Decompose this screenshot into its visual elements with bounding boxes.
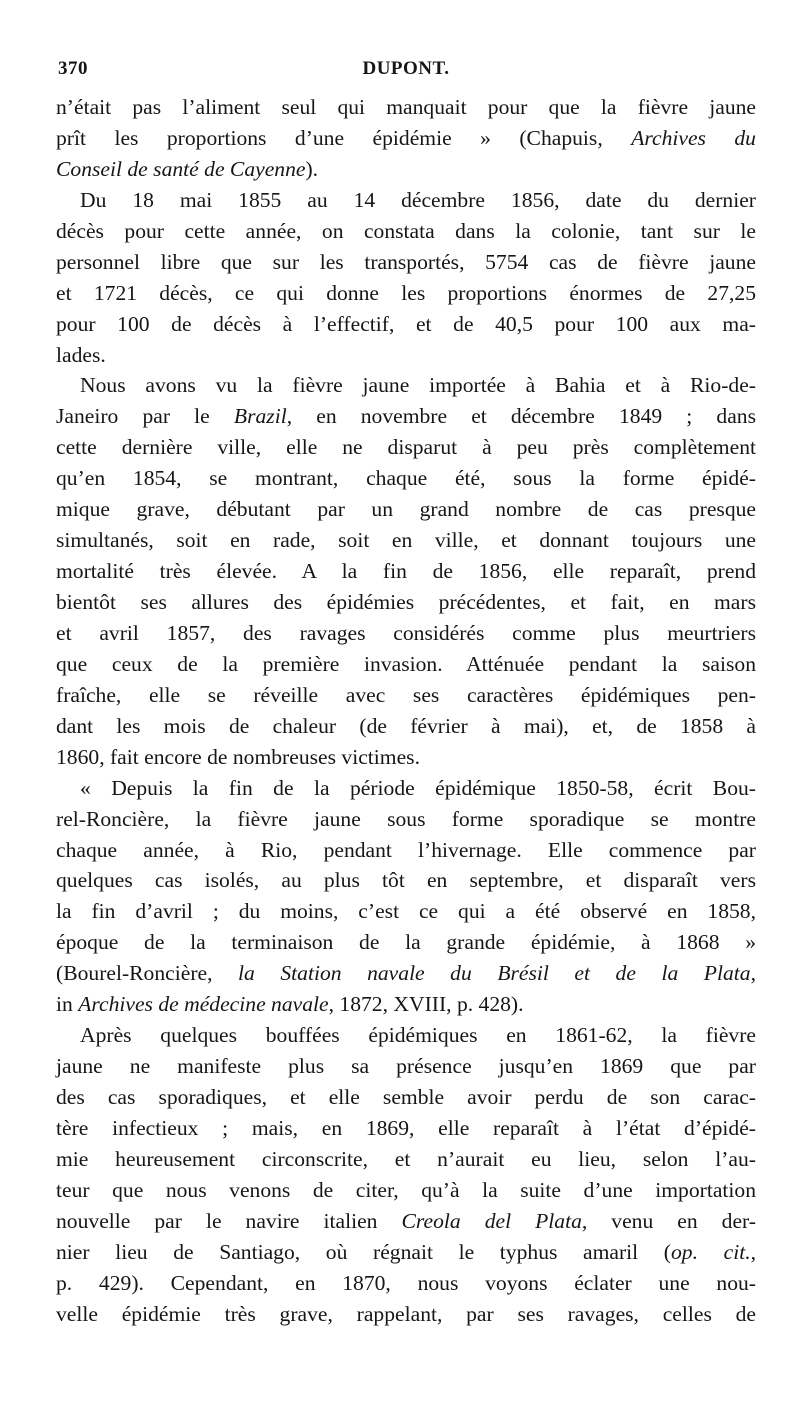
text-line	[56, 1113, 756, 1144]
text-run: n’était pas l’aliment seul qui manquait pour que la fièvre jaune	[56, 95, 756, 119]
text-line	[56, 525, 756, 556]
text-line	[56, 1237, 756, 1268]
text-line	[56, 742, 756, 773]
text-run: fraîche, elle se réveille avec ses caractères épidémiques pen-	[56, 682, 756, 707]
italic-text: Creola del Plata	[401, 1208, 582, 1233]
text-line	[56, 340, 756, 371]
running-title: DUPONT.	[362, 58, 450, 79]
text-line	[56, 680, 756, 711]
text-run: (Bourel-Roncière,	[56, 961, 239, 986]
text-run: nouvelle par le navire italien	[56, 1208, 402, 1233]
text-run: décès pour cette année, on constata dans la colonie, tant sur le	[56, 218, 756, 243]
text-line	[56, 1206, 756, 1237]
text-line	[56, 804, 756, 835]
text-line	[56, 1051, 756, 1082]
text-line	[56, 494, 756, 525]
text-run: rel-Roncière, la fièvre jaune sous forme sporadique se montre	[56, 806, 756, 831]
text-run: ).	[305, 156, 319, 181]
text-run: Janeiro par le	[56, 404, 234, 429]
text-run: ,	[750, 1239, 757, 1264]
text-run: prît les proportions d’une épidémie » (Chapuis,	[56, 125, 632, 150]
text-line	[56, 1299, 756, 1330]
text-run: teur que nous venons de citer, qu’à la suite d’une importation	[56, 1177, 756, 1202]
text-run: quelques cas isolés, au plus tôt en septembre, et disparaît vers	[56, 868, 756, 893]
text-line	[56, 618, 756, 649]
body-text	[56, 92, 756, 1330]
text-line	[56, 401, 756, 432]
italic-text: Brazil	[233, 404, 287, 429]
text-run: nier lieu de Santiago, où régnait le typhus amaril (	[56, 1239, 671, 1264]
text-run: que ceux de la première invasion. Atténuée pendant la saison	[56, 651, 756, 676]
page	[56, 58, 756, 1330]
text-line	[56, 1020, 756, 1051]
text-line	[56, 1175, 756, 1206]
text-line	[56, 1144, 756, 1175]
text-line	[56, 154, 756, 185]
text-run: p. 429). Cependant, en 1870, nous voyons éclater une nou-	[56, 1270, 756, 1295]
page-number: 370	[58, 58, 88, 79]
text-line	[56, 649, 756, 680]
text-line	[56, 185, 756, 216]
italic-text: Archives de médecine navale	[78, 992, 329, 1017]
text-run: et avril 1857, des ravages considérés comme plus meurtriers	[56, 620, 756, 645]
text-line	[56, 865, 756, 896]
italic-text: la Station navale du Brésil et de la Plata	[238, 961, 751, 986]
text-run: la fin d’avril ; du moins, c’est ce qui a été observé en 1858,	[56, 899, 756, 924]
text-run: Nous avons vu la fièvre jaune importée à Bahia et à Rio-de-	[80, 373, 756, 398]
text-run: pour 100 de décès à l’effectif, et de 40,5 pour 100 aux ma-	[56, 311, 756, 336]
text-line	[56, 711, 756, 742]
text-run: chaque année, à Rio, pendant l’hivernage. Elle commence par	[56, 837, 756, 862]
text-line	[56, 247, 756, 278]
text-run: des cas sporadiques, et elle semble avoir perdu de son carac-	[56, 1085, 756, 1109]
text-line	[56, 309, 756, 340]
text-line	[56, 989, 756, 1020]
text-line	[56, 835, 756, 866]
text-line	[56, 773, 756, 804]
text-line	[56, 927, 756, 958]
text-line	[56, 896, 756, 927]
text-run: mique grave, débutant par un grand nombre de cas presque	[56, 497, 756, 522]
text-run: ,	[750, 961, 756, 986]
text-run: mie heureusement circonscrite, et n’aurait eu lieu, selon l’au-	[56, 1146, 756, 1171]
text-line	[56, 958, 756, 989]
text-run: tère infectieux ; mais, en 1869, elle reparaît à l’état d’épidé-	[56, 1115, 756, 1140]
text-run: Du 18 mai 1855 au 14 décembre 1856, date du dernier	[80, 187, 756, 212]
italic-text: Conseil de santé de Cayenne	[56, 156, 306, 181]
text-line	[56, 1268, 756, 1299]
text-line	[56, 123, 756, 154]
text-run: et 1721 décès, ce qui donne les proportions énormes de 27,25	[56, 280, 756, 305]
text-line	[56, 587, 756, 618]
text-run: « Depuis la fin de la période épidémique 1850-58, écrit Bou-	[80, 775, 756, 800]
text-run: jaune ne manifeste plus sa présence jusqu’en 1869 que par	[56, 1054, 756, 1079]
text-line	[56, 556, 756, 587]
text-line	[56, 463, 756, 494]
text-run: personnel libre que sur les transportés, 5754 cas de fièvre jaune	[56, 249, 756, 274]
text-run: époque de la terminaison de la grande épidémie, à 1868 »	[56, 930, 756, 955]
running-head	[56, 58, 756, 88]
text-run: , en novembre et décembre 1849 ; dans	[286, 404, 756, 429]
text-run: qu’en 1854, se montrant, chaque été, sous la forme épidé-	[56, 466, 756, 491]
italic-text: Archives du	[631, 125, 756, 150]
text-line	[56, 432, 756, 463]
text-line	[56, 92, 756, 123]
text-run: in	[56, 992, 79, 1017]
text-run: dant les mois de chaleur (de février à mai), et, de 1858 à	[56, 713, 756, 738]
italic-text: op. cit.	[671, 1239, 751, 1264]
text-line	[56, 278, 756, 309]
text-run: lades.	[56, 342, 106, 367]
text-line	[56, 370, 756, 401]
text-run: Après quelques bouffées épidémiques en 1861-62, la fièvre	[80, 1023, 756, 1048]
text-line	[56, 1082, 756, 1113]
text-run: mortalité très élevée. A la fin de 1856, elle reparaît, prend	[56, 559, 756, 584]
text-line	[56, 216, 756, 247]
text-run: velle épidémie très grave, rappelant, par ses ravages, celles de	[56, 1301, 756, 1326]
text-run: , 1872, XVIII, p. 428).	[328, 992, 524, 1017]
text-run: 1860, fait encore de nombreuses victimes.	[56, 744, 420, 769]
text-run: cette dernière ville, elle ne disparut à peu près complètement	[56, 435, 756, 460]
text-run: simultanés, soit en rade, soit en ville, et donnant toujours une	[56, 528, 756, 553]
text-run: , venu en der-	[581, 1208, 756, 1233]
text-run: bientôt ses allures des épidémies précédentes, et fait, en mars	[56, 590, 756, 614]
